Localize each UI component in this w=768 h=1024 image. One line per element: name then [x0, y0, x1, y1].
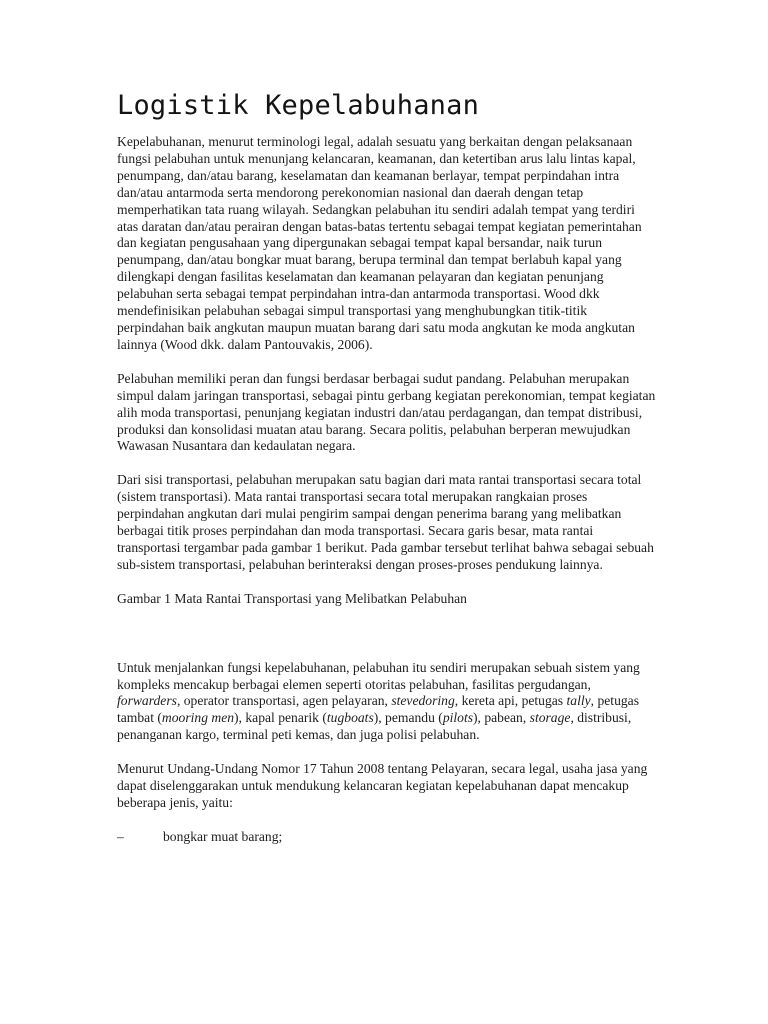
paragraph-spacer	[117, 744, 657, 761]
text-run: , operator transportasi, agen pelayaran,	[176, 693, 392, 709]
text-run: ), pemandu (	[373, 710, 443, 726]
document-page	[117, 88, 657, 846]
paragraph-legal-basis: Menurut Undang-Undang Nomor 17 Tahun 2008 tentang Pelayaran, secara legal, usaha jasa yang dapat diselenggarakan untuk mendukung kelancaran kegiatan kepelabuhanan dapat mencakup beberapa jenis, yaitu:	[117, 761, 648, 810]
list-item	[117, 829, 657, 846]
text-run: , petugas tambat (	[117, 693, 639, 726]
italic-term: tally	[566, 693, 591, 709]
paragraph-definition: Kepelabuhanan, menurut terminologi legal, adalah sesuatu yang berkaitan dengan pelaksanaan fungsi pelabuhan untuk menunjang kelancaran, keamanan, dan ketertiban arus lalu lintas kapal, penumpang, dan/atau barang, keselamatan dan keamanan berlayar, tempat perpindahan intra dan/atau antarmoda serta mendorong perekonomian nasional dan daerah dengan tetap memperhatikan tata ruang wilayah. Sedangkan pelabuhan itu sendiri adalah tempat yang terdiri atas daratan dan/atau perairan dengan batas-batas tertentu sebagai tempat kegiatan pemerintahan dan kegiatan pengusahaan yang dipergunakan sebagai tempat kapal bersandar, naik turun penumpang, dan/atau bongkar muat barang, berupa terminal dan tempat berlabuh kapal yang dilengkapi dengan fasilitas keselamatan dan keamanan pelayaran dan kegiatan penunjang pelabuhan serta sebagai tempat perpindahan intra-dan antarmoda transportasi. Wood dkk mendefinisikan pelabuhan sebagai simpul transportasi yang menghubungkan titik-titik perpindahan baik angkutan maupun muatan barang dari satu moda angkutan ke moda angkutan lainnya (Wood dkk. dalam Pantouvakis, 2006).	[117, 134, 642, 352]
text-run: , distribusi, penanganan kargo, terminal peti kemas, dan juga polisi pelabuhan.	[117, 710, 632, 743]
text-run: , kereta api, petugas	[454, 693, 567, 709]
paragraph-role-function: Pelabuhan memiliki peran dan fungsi berdasar berbagai sudut pandang. Pelabuhan merupakan simpul dalam jaringan transportasi, sebagai pintu gerbang kegiatan perekonomian, tempat kegiatan alih moda transportasi, penunjang kegiatan industri dan/atau perdagangan, dan tempat distribusi, produksi dan konsolidasi muatan atau barang. Secara politis, pelabuhan berperan mewujudkan Wawasan Nusantara dan kedaulatan negara.	[117, 370, 656, 454]
italic-term: stevedoring	[391, 693, 455, 709]
figure-placeholder	[117, 608, 657, 660]
italic-term: storage	[529, 710, 571, 726]
paragraph-transport-chain: Dari sisi transportasi, pelabuhan merupakan satu bagian dari mata rantai transportasi secara total (sistem transportasi). Mata rantai transportasi secara total merupakan rangkaian proses perpindahan angkutan dari mulai pengirim sampai dengan penerima barang yang melibatkan berbagai titik proses perpindahan dan moda transportasi. Secara garis besar, mata rantai transportasi tergambar pada gambar 1 berikut. Pada gambar tersebut terlihat bahwa sebagai sebuah sub-sistem transportasi, pelabuhan berinteraksi dengan proses-proses pendukung lainnya.	[117, 472, 654, 572]
paragraph-spacer	[117, 574, 657, 591]
italic-term: tugboats	[326, 710, 374, 726]
italic-term: pilots	[442, 710, 474, 726]
paragraph-spacer	[117, 812, 657, 829]
text-run: Untuk menjalankan fungsi kepelabuhanan, pelabuhan itu sendiri merupakan sebuah sistem yang kompleks mencakup berbagai elemen seperti otoritas pelabuhan, fasilitas pergudangan,	[117, 659, 640, 692]
document-title: Logistik Kepelabuhanan	[117, 90, 480, 121]
paragraph-spacer	[117, 354, 657, 371]
dash-bullet-icon: –	[117, 828, 124, 844]
text-run: ), pabean,	[473, 710, 530, 726]
italic-term: mooring men	[161, 710, 235, 726]
text-run: ), kapal penarik (	[234, 710, 327, 726]
paragraph-spacer	[117, 455, 657, 472]
list-item-text: bongkar muat barang;	[163, 828, 283, 844]
figure-caption: Gambar 1 Mata Rantai Transportasi yang Melibatkan Pelabuhan	[117, 590, 467, 606]
paragraph-port-system	[117, 660, 657, 745]
italic-term: forwarders	[117, 693, 177, 709]
